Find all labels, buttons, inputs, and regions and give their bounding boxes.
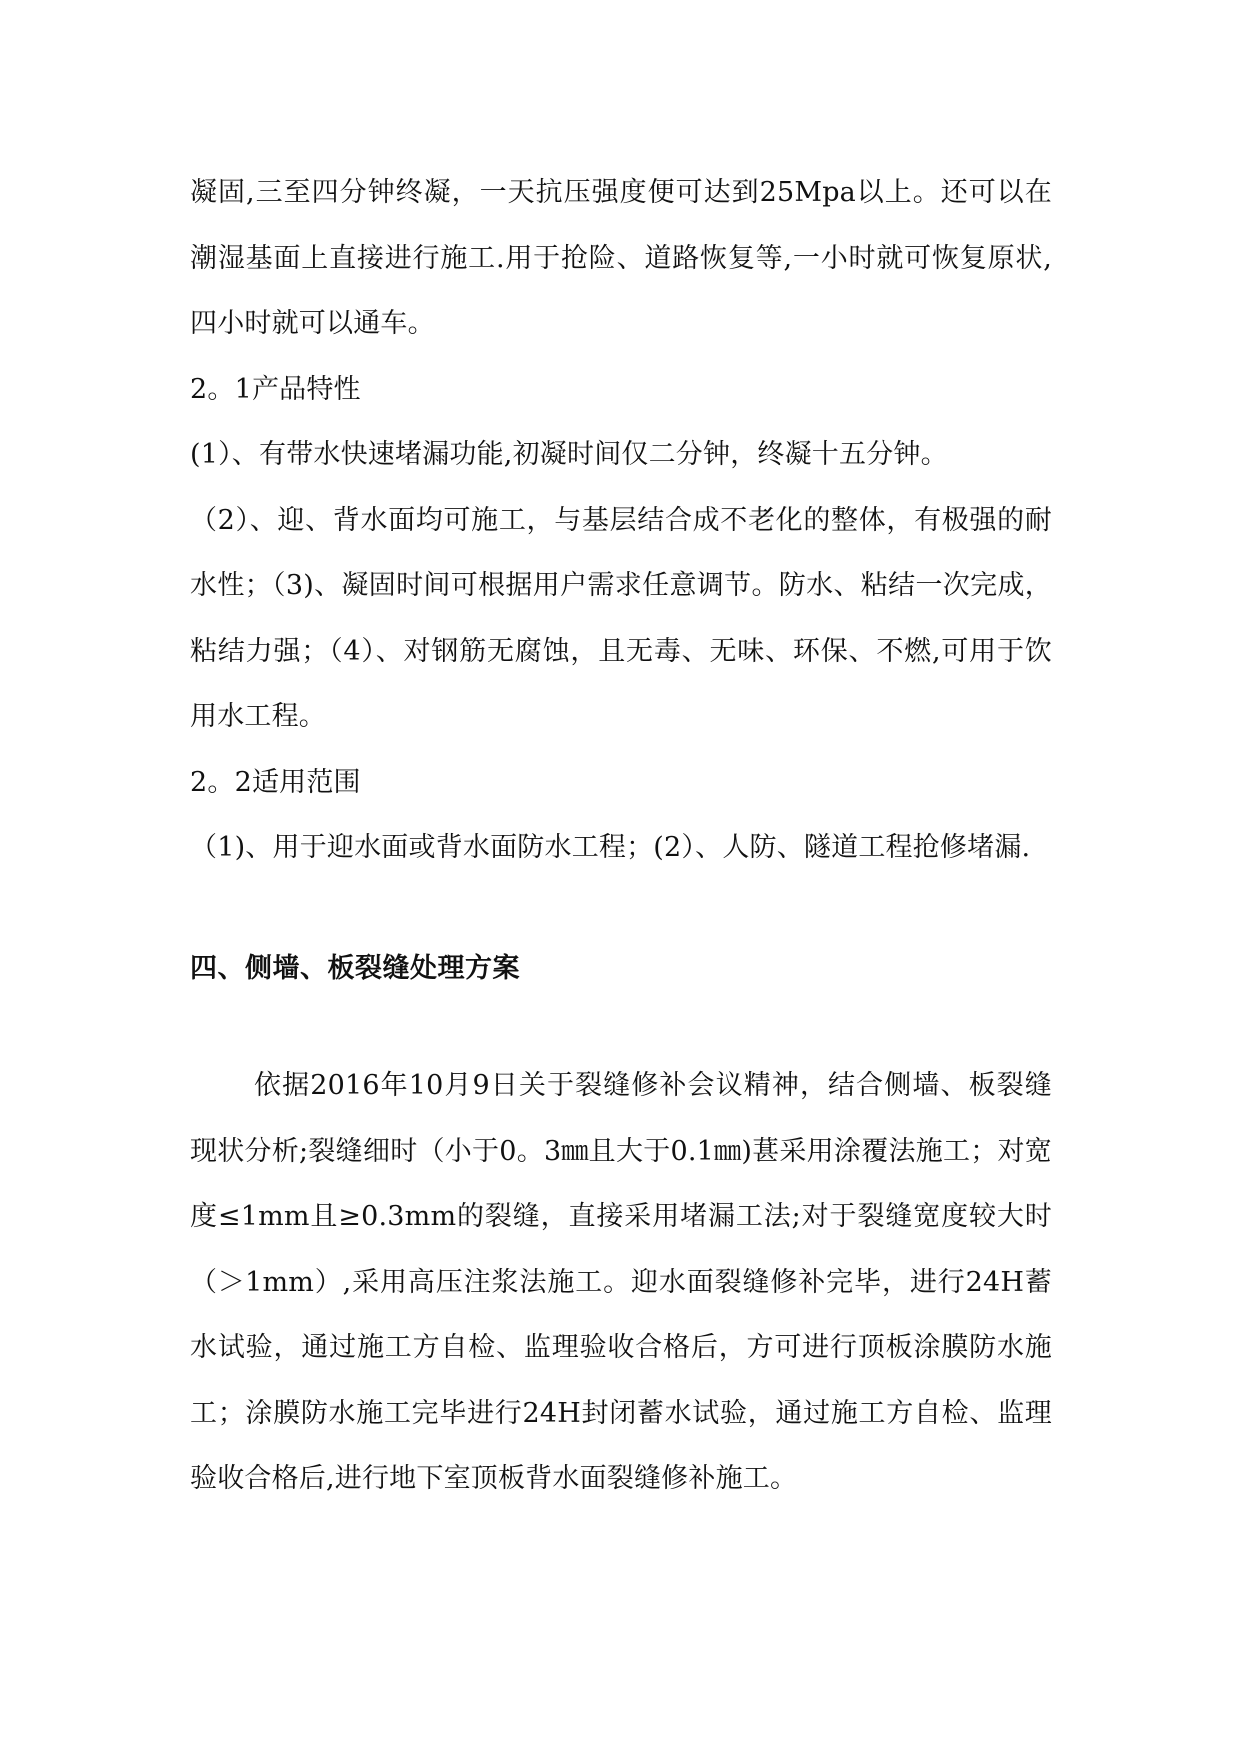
spacer	[190, 1001, 1052, 1053]
paragraph-setting-properties: 凝固,三至四分钟终凝，一天抗压强度便可达到25Mpa以上。还可以在潮湿基面上直接进行施工.用于抢险、道路恢复等,一小时就可恢复原状,四小时就可以通车。	[190, 177, 1052, 339]
paragraph-features-2-4: （2）、迎、背水面均可施工，与基层结合成不老化的整体，有极强的耐水性；（3)、凝固时间可根据用户需求任意调节。防水、粘结一次完成，粘结力强；（4）、对钢筋无腐蚀，且无毒、无味、环保、不燃,可用于饮用水工程。	[190, 504, 1052, 732]
subheading-product-features: 2。1产品特性	[190, 373, 361, 405]
paragraph-feature-1: (1）、有带水快速堵漏功能,初凝时间仅二分钟，终凝十五分钟。	[190, 439, 948, 470]
document-body	[190, 160, 1052, 1512]
section-heading-crack-treatment: 四、侧墙、板裂缝处理方案	[190, 952, 520, 984]
paragraph-crack-treatment-plan: 依据2016年10月9日关于裂缝修补会议精神，结合侧墙、板裂缝现状分析;裂缝细时（小于0。3㎜且大于0.1㎜)葚采用涂覆法施工；对宽度≤1mm且≥0.3mm的裂缝，直接采用堵漏工法;对于裂缝宽度较大时（＞1mm）,采用高压注浆法施工。迎水面裂缝修补完毕，进行24H蓄水试验，通过施工方自检、监理验收合格后，方可进行顶板涂膜防水施工；涂膜防水施工完毕进行24H封闭蓄水试验，通过施工方自检、监理验收合格后,进行地下室顶板背水面裂缝修补施工。	[190, 1070, 1052, 1494]
spacer	[190, 881, 1052, 936]
paragraph-application-scope: （1)、用于迎水面或背水面防水工程；(2）、人防、隧道工程抢修堵漏.	[190, 832, 1031, 863]
subheading-application-scope: 2。2适用范围	[190, 766, 361, 798]
